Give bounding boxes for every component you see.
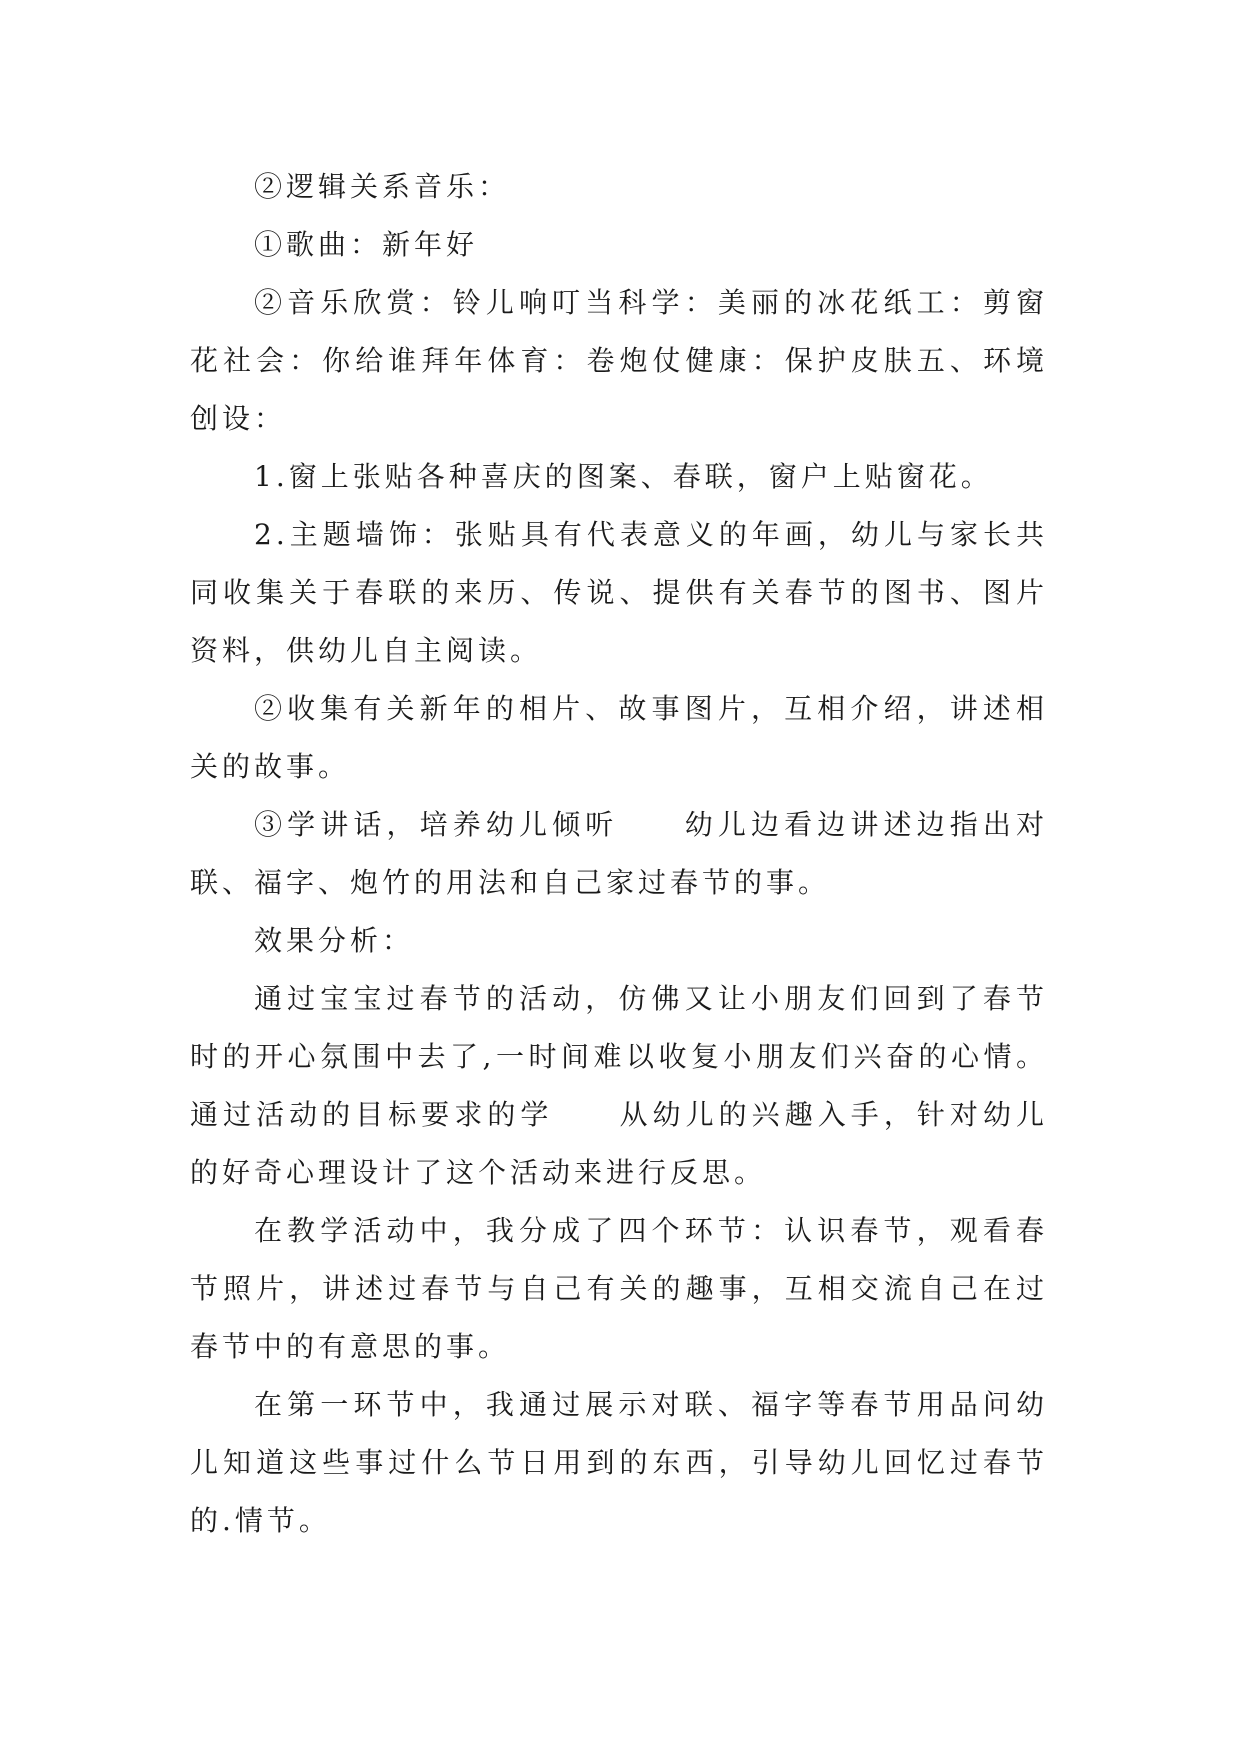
paragraph: 2.主题墙饰：张贴具有代表意义的年画，幼儿与家长共同收集关于春联的来历、传说、提供有关春节的图书、图片资料，供幼儿自主阅读。 <box>190 518 1048 667</box>
paragraph: 在教学活动中，我分成了四个环节：认识春节，观看春节照片，讲述过春节与自己有关的趣事，互相交流自己在过春节中的有意思的事。 <box>190 1214 1048 1363</box>
paragraph: ②收集有关新年的相片、故事图片，互相介绍，讲述相关的故事。 <box>190 692 1048 783</box>
paragraph: 在第一环节中，我通过展示对联、福字等春节用品问幼儿知道这些事过什么节日用到的东西，引导幼儿回忆过春节的.情节。 <box>190 1388 1048 1537</box>
paragraph: ③学讲话，培养幼儿倾听 幼儿边看边讲述边指出对联、福字、炮竹的用法和自己家过春节的事。 <box>190 808 1048 899</box>
paragraph: 效果分析： <box>254 924 415 957</box>
document-body <box>190 158 1048 1550</box>
paragraph: ②音乐欣赏：铃儿响叮当科学：美丽的冰花纸工：剪窗花社会：你给谁拜年体育：卷炮仗健康：保护皮肤五、环境创设： <box>190 286 1048 435</box>
paragraph: ①歌曲：新年好 <box>254 228 479 261</box>
paragraph: ②逻辑关系音乐： <box>254 170 511 203</box>
paragraph: 1.窗上张贴各种喜庆的图案、春联，窗户上贴窗花。 <box>254 460 993 493</box>
paragraph: 通过宝宝过春节的活动，仿佛又让小朋友们回到了春节时的开心氛围中去了,一时间难以收复小朋友们兴奋的心情。通过活动的目标要求的学 从幼儿的兴趣入手，针对幼儿的好奇心理设计了这个活动来进行反思。 <box>190 982 1048 1189</box>
